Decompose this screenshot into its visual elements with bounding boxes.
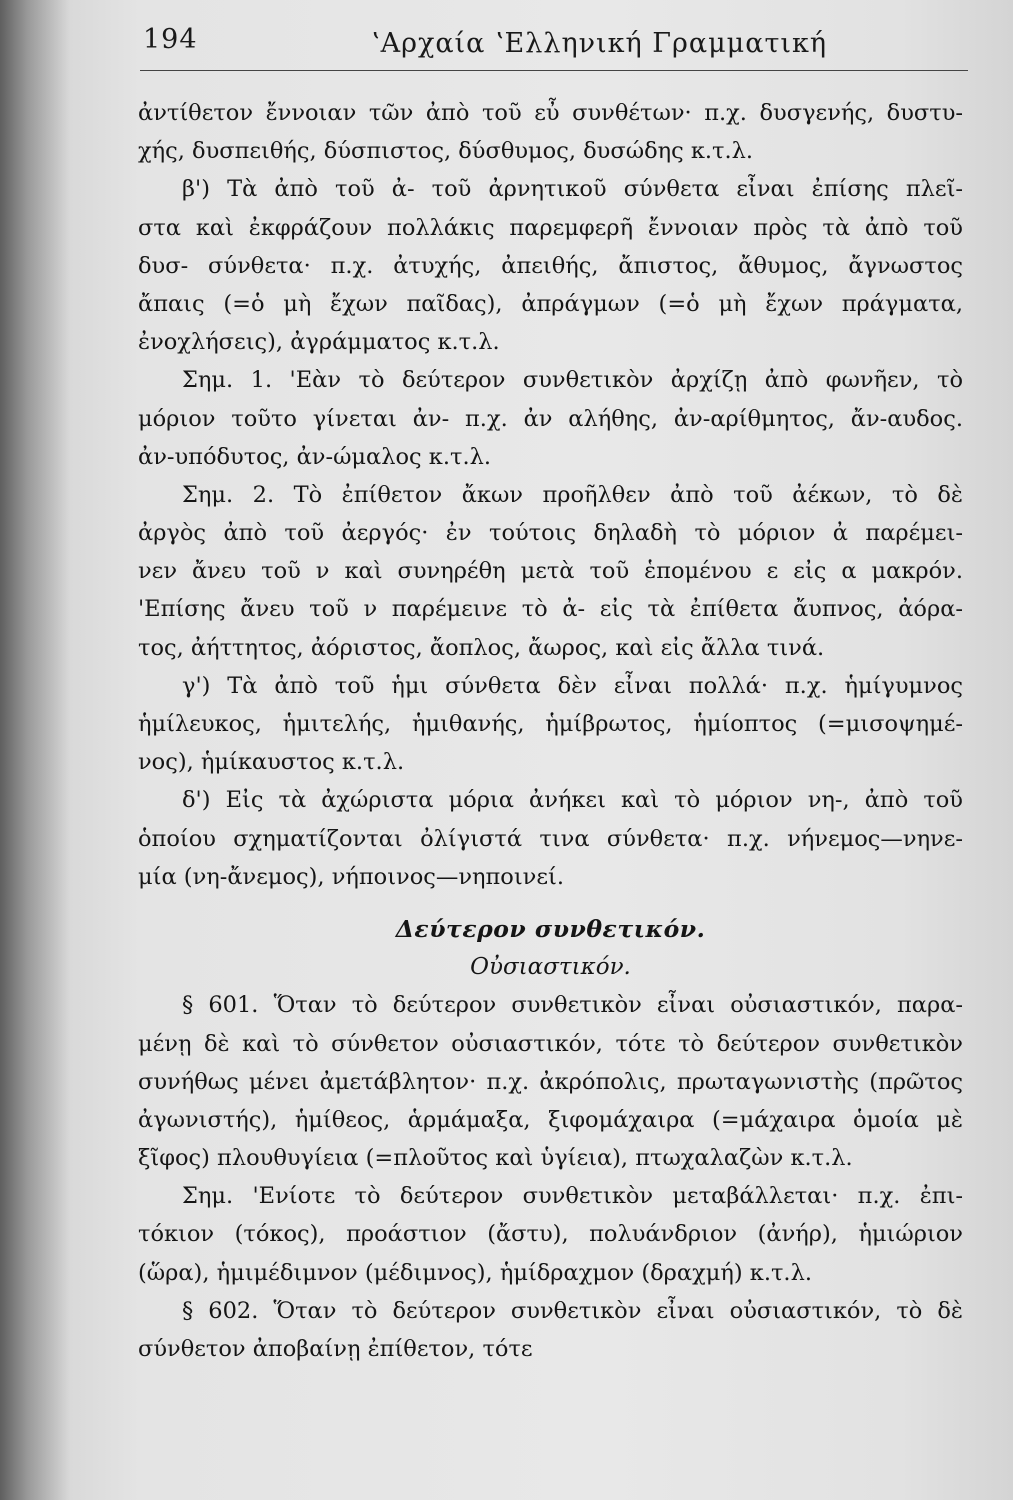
text-line: νεν ἄνευ τοῦ ν καὶ συνηρέθη μετὰ τοῦ ἑπομένου ε εἰς α μακρόν. [138, 558, 963, 585]
text-line: ἐνοχλήσεις), ἀγράμματος κ.τ.λ. [138, 329, 500, 356]
text-line: μία (νη-ἄνεμος), νήποινος—νηποινεί. [138, 863, 564, 890]
text-line: τόκιον (τόκος), προάστιον (ἄστυ), πολυάνδριον (ἀνήρ), ἡμιώριον [138, 1221, 963, 1248]
text-line: μόριον τοῦτο γίνεται ἀν- π.χ. ἀν αλήθης, ἀν-αρίθμητος, ἄν-αυδος. [138, 405, 963, 432]
text-line: Σημ. 2. Τὸ ἐπίθετον ἄκων προῆλθεν ἀπὸ τοῦ ἀέκων, τὸ δὲ [182, 481, 963, 508]
running-title: ʽΑρχαία ʽΕλληνική Γραμματική [371, 28, 828, 59]
text-line: ὁποίου σχηματίζονται ὀλίγιστά τινα σύνθετα· π.χ. νήνεμος—νηνε- [138, 825, 963, 852]
text-line: ἀγωνιστής), ἡμίθεος, ἁρμάμαξα, ξιφομάχαιρα (=μάχαιρα ὁμοία μὲ [138, 1106, 963, 1133]
text-line: (ὥρα), ἡμιμέδιμνον (μέδιμνος), ἡμίδραχμον (δραχμή) κ.τ.λ. [138, 1259, 813, 1286]
section-heading: Δεύτερον συνθετικόν. [395, 914, 706, 943]
text-line: 'Επίσης ἄνευ τοῦ ν παρέμεινε τὸ ἀ- εἰς τὰ ἐπίθετα ἄυπνος, ἀόρα- [138, 596, 963, 623]
body-text [138, 94, 963, 1368]
text-line: τος, ἀήττητος, ἀόριστος, ἄοπλος, ἄωρος, καὶ εἰς ἄλλα τινά. [138, 634, 825, 661]
page-header [143, 22, 973, 66]
section-subheading: Οὐσιαστικόν. [470, 954, 631, 981]
text-line: δ') Εἰς τὰ ἀχώριστα μόρια ἀνήκει καὶ τὸ μόριον νη-, ἀπὸ τοῦ [182, 787, 963, 814]
text-line: ἀν-υπόδυτος, ἀν-ώμαλος κ.τ.λ. [138, 443, 492, 470]
text-line: νος), ἡμίκαυστος κ.τ.λ. [138, 749, 405, 776]
text-line: § 601. Ὅταν τὸ δεύτερον συνθετικὸν εἶναι οὐσιαστικόν, παρα- [182, 992, 963, 1019]
text-line: § 602. Ὅταν τὸ δεύτερον συνθετικὸν εἶναι οὐσιαστικόν, τὸ δὲ [182, 1297, 963, 1324]
page-number: 194 [143, 24, 198, 55]
text-line: Σημ. 1. 'Εὰν τὸ δεύτερον συνθετικὸν ἀρχίζῃ ἀπὸ φωνῆεν, τὸ [182, 367, 963, 394]
section-gap [138, 896, 963, 910]
text-line: Σημ. 'Ενίοτε τὸ δεύτερον συνθετικὸν μεταβάλλεται· π.χ. ἐπι- [182, 1183, 963, 1210]
text-line: δυσ- σύνθετα· π.χ. ἀτυχής, ἀπειθής, ἄπιστος, ἄθυμος, ἄγνωστος [138, 252, 963, 279]
text-line: συνήθως μένει ἀμετάβλητον· π.χ. ἀκρόπολις, πρωταγωνιστὴς (πρῶτος [138, 1068, 963, 1095]
text-line: ξῖφος) πλουθυγίεια (=πλοῦτος καὶ ὑγίεια), πτωχαλαζὼν κ.τ.λ. [138, 1145, 853, 1172]
text-line: χής, δυσπειθής, δύσπιστος, δύσθυμος, δυσώδης κ.τ.λ. [138, 138, 754, 165]
text-line: ἀργὸς ἀπὸ τοῦ ἀεργός· ἐν τούτοις δηλαδὴ τὸ μόριον ἀ παρέμει- [138, 520, 963, 547]
text-line: γ') Τὰ ἀπὸ τοῦ ἡμι σύνθετα δὲν εἶναι πολλά· π.χ. ἡμίγυμνος [182, 672, 963, 699]
text-line: ἡμίλευκος, ἡμιτελής, ἡμιθανής, ἡμίβρωτος, ἡμίοπτος (=μισοψημέ- [138, 711, 963, 737]
text-line: στα καὶ ἐκφράζουν πολλάκις παρεμφερῆ ἔννοιαν πρὸς τὰ ἀπὸ τοῦ [138, 214, 963, 241]
text-line: σύνθετον ἀποβαίνῃ ἐπίθετον, τότε [138, 1336, 533, 1362]
text-line: ἀντίθετον ἔννοιαν τῶν ἀπὸ τοῦ εὖ συνθέτων· π.χ. δυσγενής, δυστυ- [138, 100, 963, 126]
text-line: μένῃ δὲ καὶ τὸ σύνθετον οὐσιαστικόν, τότε τὸ δεύτερον συνθετικὸν [138, 1030, 963, 1057]
text-line: β') Τὰ ἀπὸ τοῦ ἀ- τοῦ ἀρνητικοῦ σύνθετα εἶναι ἐπίσης πλεῖ- [182, 176, 963, 203]
text-line: ἄπαις (=ὁ μὴ ἔχων παῖδας), ἀπράγμων (=ὁ μὴ ἔχων πράγματα, [138, 290, 963, 317]
header-rule [140, 70, 968, 71]
